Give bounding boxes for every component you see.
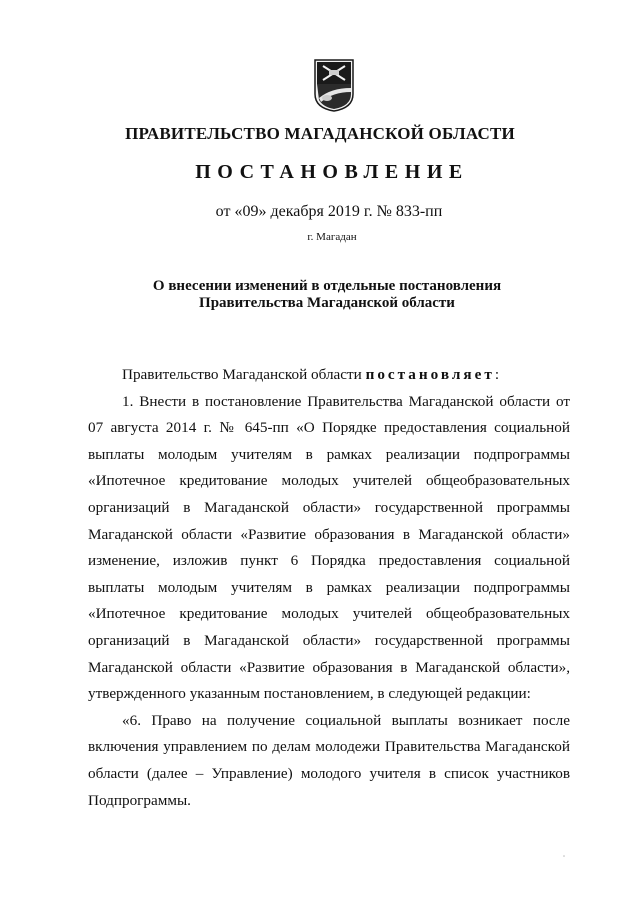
- preamble-lead: Правительство Магаданской области: [122, 366, 366, 383]
- item-6-paragraph: «6. Право на получение социальной выплаты возникает после включения управлением по делам молодежи Правительства Магаданской области (далее – Управление) молодого учителя в список участников Подпрограммы.: [88, 711, 570, 809]
- document-type-heading: ПОСТАНОВЛЕНИЕ: [195, 161, 469, 183]
- preamble-action: постановляет: [365, 366, 495, 383]
- coat-of-arms-icon: [313, 58, 355, 112]
- subject-line-2: Правительства Магаданской области: [199, 295, 455, 311]
- item-1-paragraph: 1. Внести в постановление Правительства Магаданской области от 07 августа 2014 г. № 645-пп «О Порядке предоставления социальной выплаты молодым учителям в рамках реализации подпрограммы «Ипотечное кредитование молодых учителей общеобразовательных организаций в Магаданской области» государственной программы Магаданской области «Развитие образования в Магаданской области» изменение, изложив пункт 6 Порядка предоставления социальной выплаты молодым учителям в рамках реализации подпрограммы «Ипотечное кредитование молодых учителей общеобразовательных организаций в Магаданской области» государственной программы Магаданской области «Развитие образования в Магаданской области», утвержденного указанным постановлением, в следующей редакции:: [88, 392, 570, 703]
- preamble-paragraph: [88, 362, 570, 389]
- document-body: [88, 362, 570, 814]
- government-title: ПРАВИТЕЛЬСТВО МАГАДАНСКОЙ ОБЛАСТИ: [125, 124, 515, 143]
- document-subject: [0, 278, 640, 312]
- subject-line-1: О внесении изменений в отдельные постановления: [152, 278, 502, 294]
- document-city: г. Магадан: [307, 231, 357, 243]
- scan-dot-icon: [560, 852, 568, 860]
- preamble-end: :: [494, 366, 500, 383]
- document-date-number: от «09» декабря 2019 г. № 833-пп: [215, 203, 443, 220]
